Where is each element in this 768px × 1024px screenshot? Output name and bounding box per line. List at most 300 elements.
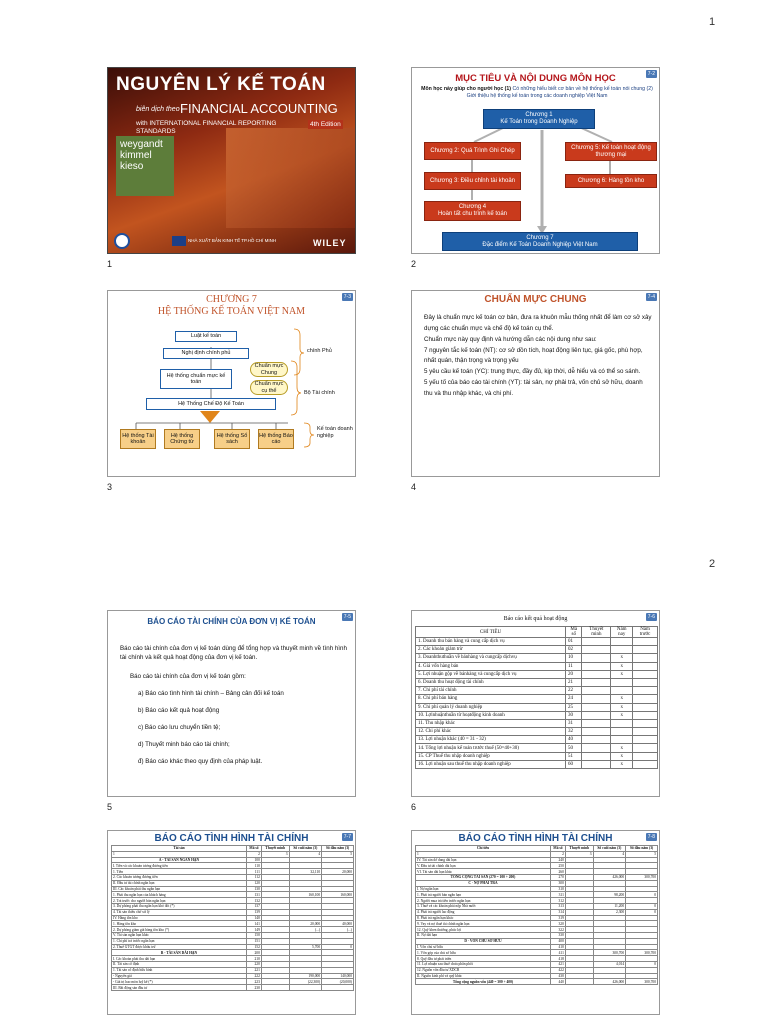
row-value: 320 bbox=[551, 921, 566, 927]
row-label: 1 bbox=[112, 851, 247, 857]
chapter-7-box: Chương 7 Đặc điểm Kế Toán Doanh Nghiệp Việt Nam bbox=[442, 232, 638, 251]
slide-balance-sheet-2 bbox=[411, 830, 660, 1015]
row-value bbox=[289, 985, 322, 991]
row-code: 11 bbox=[566, 662, 582, 670]
standard-text bbox=[424, 313, 652, 400]
slide-badge: 7-8 bbox=[647, 834, 655, 840]
row-value: 430 bbox=[551, 973, 566, 979]
row-value: (20,000) bbox=[322, 979, 354, 985]
row-label: I. Tiền và các khoản tương đương tiền bbox=[112, 863, 247, 869]
header-cell: Năm trước bbox=[633, 627, 658, 638]
row-previous bbox=[633, 646, 658, 654]
chapter-4-box: Chương 4 Hoàn tất chu trình kế toán bbox=[424, 201, 521, 221]
header-cell: Mã số bbox=[247, 846, 262, 852]
table-row bbox=[416, 979, 658, 985]
row-value: 411 bbox=[551, 950, 566, 956]
row-label: TỔNG CỘNG TÀI SẢN (270 = 100 + 200) bbox=[416, 874, 551, 880]
table-row bbox=[416, 719, 658, 727]
row-value: 120 bbox=[247, 880, 262, 886]
row-value: 5,700 bbox=[289, 944, 322, 950]
row-value: 330 bbox=[551, 932, 566, 938]
row-value: 4 bbox=[289, 851, 322, 857]
header-cell: Thuyết minh bbox=[261, 846, 289, 852]
row-label: IV. Tài sản dở dang dài hạn bbox=[416, 857, 551, 863]
row-note bbox=[582, 728, 611, 736]
income-table bbox=[415, 626, 658, 769]
row-value: 260 bbox=[551, 869, 566, 875]
row-previous bbox=[633, 760, 658, 768]
row-value: 98,200 bbox=[593, 892, 626, 898]
row-current bbox=[611, 719, 633, 727]
vouchers-box: Hệ thống Chứng từ bbox=[164, 429, 200, 449]
row-label: 1. Doanh thu bán hàng và cung cấp dịch vụ bbox=[416, 638, 566, 646]
row-value: 152 bbox=[247, 944, 262, 950]
row-value: 270 bbox=[551, 874, 566, 880]
row-value: 4,014 bbox=[593, 961, 626, 967]
row-current: x bbox=[611, 752, 633, 760]
fs-item: đ) Báo cáo khác theo quy định của pháp luật. bbox=[138, 758, 263, 765]
row-previous bbox=[633, 654, 658, 662]
row-note bbox=[582, 736, 611, 744]
row-previous bbox=[633, 670, 658, 678]
row-previous bbox=[633, 687, 658, 695]
row-label: 1. Phải thu ngắn hạn của khách hàng bbox=[112, 892, 247, 898]
balance-table-1 bbox=[111, 845, 354, 991]
row-value: 137 bbox=[247, 903, 262, 909]
row-current: x bbox=[611, 711, 633, 719]
slide-number-6: 6 bbox=[411, 802, 417, 812]
slide-title-2: HỆ THỐNG KẾ TOÁN VIỆT NAM bbox=[157, 306, 306, 317]
row-label: 1. Phải trả người bán ngắn hạn bbox=[416, 892, 551, 898]
row-label: V. Đầu tư tài chính dài hạn bbox=[416, 863, 551, 869]
ledgers-box: Hệ thống Sổ sách bbox=[214, 429, 250, 449]
row-value: 0 bbox=[322, 944, 354, 950]
row-label: 15. CP Thuế thu nhập doanh nghiệp bbox=[416, 752, 566, 760]
header-cell: Mã số bbox=[566, 627, 582, 638]
row-note bbox=[582, 638, 611, 646]
row-code: 20 bbox=[566, 670, 582, 678]
header-cell: Mã số bbox=[551, 846, 566, 852]
book-logo-left bbox=[114, 233, 130, 249]
table-row bbox=[416, 752, 658, 760]
row-value: 220 bbox=[247, 961, 262, 967]
header-cell: Chỉ tiêu bbox=[416, 846, 551, 852]
row-label: 12. Chi phí khác bbox=[416, 728, 566, 736]
row-value: 2,300 bbox=[593, 909, 626, 915]
row-note bbox=[582, 711, 611, 719]
row-code: 32 bbox=[566, 728, 582, 736]
row-current: x bbox=[611, 654, 633, 662]
table-row bbox=[416, 638, 658, 646]
row-label: 2. Trả trước cho người bán ngắn hạn bbox=[112, 898, 247, 904]
row-value: 426,000 bbox=[593, 979, 626, 985]
row-label: 9. Vay và nợ thuê tài chính ngắn hạn bbox=[416, 921, 551, 927]
row-current: x bbox=[611, 662, 633, 670]
row-label: II. Nợ dài hạn bbox=[416, 932, 551, 938]
row-value: 151 bbox=[247, 938, 262, 944]
row-note bbox=[582, 670, 611, 678]
row-label: 9. Chi phí quản lý doanh nghiệp bbox=[416, 703, 566, 711]
chapter-5-box: Chương 5: Kế toán hoạt động thương mại bbox=[565, 142, 657, 161]
book-fa: FINANCIAL ACCOUNTING bbox=[180, 101, 338, 116]
row-value: 0 bbox=[626, 961, 658, 967]
slide-title: MỤC TIÊU VÀ NỘI DUNG MÔN HỌC bbox=[455, 73, 616, 84]
row-code: 24 bbox=[566, 695, 582, 703]
header-cell: Tài sản bbox=[112, 846, 247, 852]
row-note bbox=[582, 752, 611, 760]
row-label: B - TÀI SẢN DÀI HẠN bbox=[112, 950, 247, 956]
row-previous bbox=[633, 711, 658, 719]
row-code: 10 bbox=[566, 654, 582, 662]
slide-book-cover bbox=[107, 67, 356, 254]
table-row bbox=[416, 711, 658, 719]
page-number-1: 1 bbox=[709, 16, 716, 28]
row-label: 4. Tài sản thiếu chờ xử lý bbox=[112, 909, 247, 915]
slide-badge: 7-4 bbox=[647, 294, 655, 300]
row-label: Tổng cộng nguồn vốn (440 = 300 + 400) bbox=[416, 979, 551, 985]
row-label: 16. Lợi nhuận sau thuế thu nhập doanh nghiệp bbox=[416, 760, 566, 768]
book-translated: biên dịch theo bbox=[136, 106, 180, 113]
slide-title: BÁO CÁO TÌNH HÌNH TÀI CHÍNH bbox=[458, 833, 613, 844]
standard-paragraph: 5 yêu cầu kế toán (YC): trung thực, đầy đủ, kịp thời, dễ hiểu và có thể so sánh. bbox=[424, 368, 641, 376]
table-row bbox=[416, 670, 658, 678]
slide-number-3: 3 bbox=[107, 482, 113, 492]
row-value: 300 bbox=[551, 880, 566, 886]
row-value: 3 bbox=[261, 851, 289, 857]
slide-vn-system bbox=[107, 290, 356, 477]
row-label: 1. Vốn góp của chủ sở hữu bbox=[416, 950, 551, 956]
balance-table-2 bbox=[415, 845, 658, 985]
book-wiley: WILEY bbox=[313, 238, 347, 248]
fs-intro: Báo cáo tài chính của đơn vị kế toán dùng để tổng hợp và thuyết minh về tình hình tài chính và kết quả hoạt động của đơn vị kế toán. bbox=[120, 645, 347, 662]
fs-item: a) Báo cáo tình hình tài chính – Bảng cân đối kế toán bbox=[138, 690, 284, 697]
row-label: V. Tài sản ngắn hạn khác bbox=[112, 932, 247, 938]
slide-badge: 7-5 bbox=[343, 614, 351, 620]
row-previous bbox=[633, 662, 658, 670]
table-row bbox=[416, 678, 658, 686]
book-title: NGUYÊN LÝ KẾ TOÁN bbox=[116, 74, 326, 95]
fs-item: c) Báo cáo lưu chuyển tiền tệ; bbox=[138, 724, 221, 731]
row-code: 21 bbox=[566, 678, 582, 686]
row-label: I. Các khoản phải thu dài hạn bbox=[112, 956, 247, 962]
slide-number-1: 1 bbox=[107, 259, 113, 269]
row-value: 139 bbox=[247, 909, 262, 915]
row-label: 10. Lợinhuậnthuần từ hoạtđộng kinh doanh bbox=[416, 711, 566, 719]
row-value: 2 bbox=[247, 851, 262, 857]
row-label: 5. Lợi nhuận gộp về bánhàng và cungcấp dịch vụ bbox=[416, 670, 566, 678]
standard-paragraph: 7 nguyên tắc kế toán (NT): cơ sở dồn tích, hoạt động liên tục, giá gốc, phù hợp, nhất quán, thận trọng và trọng yếu bbox=[424, 346, 643, 365]
row-value bbox=[322, 985, 354, 991]
row-previous bbox=[633, 752, 658, 760]
row-label: 4. Giá vốn hàng bán bbox=[416, 662, 566, 670]
std-general-box: Chuẩn mực Chung bbox=[250, 362, 288, 377]
row-code: 31 bbox=[566, 719, 582, 727]
book-publisher: NHÀ XUẤT BẢN KINH TẾ TP.HỒ CHÍ MINH bbox=[188, 238, 277, 243]
row-current bbox=[611, 687, 633, 695]
mof-label: Bộ Tài chính bbox=[304, 390, 335, 396]
row-value: 111 bbox=[247, 869, 262, 875]
header-cell: Số đầu năm (3) bbox=[626, 846, 658, 852]
row-label: 11. Thu nhập khác bbox=[416, 719, 566, 727]
slide-number-5: 5 bbox=[107, 802, 113, 812]
row-previous bbox=[633, 703, 658, 711]
row-current bbox=[611, 736, 633, 744]
row-value: 300,700 bbox=[626, 950, 658, 956]
standard-paragraph: Chuẩn mực này quy định và hướng dẫn các nội dung như sau: bbox=[424, 335, 597, 343]
row-value: 140,000 bbox=[322, 973, 354, 979]
gov-label: chính Phủ bbox=[307, 348, 332, 354]
row-value: 149 bbox=[247, 927, 262, 933]
row-label: 7. Chi phí tài chính bbox=[416, 687, 566, 695]
row-label: 12. Nguồn vốn đầu tư XDCB bbox=[416, 967, 551, 973]
slide-number-4: 4 bbox=[411, 482, 417, 492]
row-label: 6. Doanh thu hoạt động tài chính bbox=[416, 678, 566, 686]
system-lines bbox=[108, 291, 356, 477]
row-current: x bbox=[611, 695, 633, 703]
decree-box: Nghị định chính phủ bbox=[163, 348, 249, 359]
header-cell: Số cuối năm (3) bbox=[593, 846, 626, 852]
standard-paragraph: 5 yếu tố của báo cáo tài chính (YT): tài sản, nợ phải trả, vốn chủ sở hữu, doanh thu và thu nhập khác, và chi phí. bbox=[424, 379, 643, 397]
slide-general-standard bbox=[411, 290, 660, 477]
intro-text: Có những hiểu biết cơ bản về hệ thống kế toán nói chung (2) Giới thiệu hệ thống kế toán trong các doanh nghiệp Việt Nam bbox=[466, 86, 653, 100]
table-row bbox=[416, 744, 658, 752]
row-value: 230 bbox=[247, 985, 262, 991]
enterprise-label: Kế toán doanh nghiệp bbox=[317, 426, 353, 440]
row-label: 1. Tiền bbox=[112, 869, 247, 875]
row-value: 150 bbox=[247, 932, 262, 938]
row-value: 112 bbox=[247, 874, 262, 880]
row-note bbox=[582, 744, 611, 752]
std-system-box: Hệ thống chuẩn mực kế toán bbox=[160, 369, 232, 389]
header-cell: Số đầu năm (3) bbox=[322, 846, 354, 852]
header-cell: Thuyết minh bbox=[565, 846, 593, 852]
row-value: 141 bbox=[247, 921, 262, 927]
row-value: 310 bbox=[551, 886, 566, 892]
row-value: 132 bbox=[247, 898, 262, 904]
row-note bbox=[582, 654, 611, 662]
slide-badge: 7-7 bbox=[343, 834, 351, 840]
row-code: 50 bbox=[566, 744, 582, 752]
row-previous bbox=[633, 695, 658, 703]
row-code: 25 bbox=[566, 703, 582, 711]
table-row bbox=[112, 985, 354, 991]
row-label: 1. Chi phí trả trước ngắn hạn bbox=[112, 938, 247, 944]
slide-income-statement bbox=[411, 610, 660, 797]
flow-arrows bbox=[412, 68, 660, 254]
table-row bbox=[416, 728, 658, 736]
book-edition: 4th Edition bbox=[310, 121, 341, 128]
row-value: 110 bbox=[247, 863, 262, 869]
row-label: 2. Thuế GTGT được khấu trừ bbox=[112, 944, 247, 950]
row-label: 12. Quỹ khen thưởng, phúc lợi bbox=[416, 927, 551, 933]
slide-financial-statements bbox=[107, 610, 356, 797]
row-label: 8. Chi phí bán hàng bbox=[416, 695, 566, 703]
row-label: II. Nguồn kinh phí và quỹ khác bbox=[416, 973, 551, 979]
book-logo-ueh bbox=[172, 236, 186, 246]
row-value: 20,000 bbox=[322, 869, 354, 875]
row-value: 0 bbox=[626, 903, 658, 909]
fs-item: d) Thuyết minh báo cáo tài chính; bbox=[138, 741, 230, 748]
row-value bbox=[261, 985, 289, 991]
row-value: 313 bbox=[551, 903, 566, 909]
book-author-2: kimmel bbox=[120, 150, 152, 161]
row-current: x bbox=[611, 703, 633, 711]
row-value: 11,200 bbox=[593, 903, 626, 909]
row-code: 51 bbox=[566, 752, 582, 760]
std-specific-box: Chuẩn mực cụ thể bbox=[250, 380, 288, 395]
header-cell: Năm nay bbox=[611, 627, 633, 638]
row-value: (...) bbox=[322, 927, 354, 933]
row-previous bbox=[633, 728, 658, 736]
intro-bold: Môn học này giúp cho người học (1) bbox=[421, 86, 511, 92]
row-label: I. Vốn chủ sở hữu bbox=[416, 944, 551, 950]
row-value: 20,000 bbox=[289, 921, 322, 927]
row-note bbox=[582, 703, 611, 711]
row-value: 140 bbox=[247, 915, 262, 921]
row-current bbox=[611, 728, 633, 736]
row-code: 60 bbox=[566, 760, 582, 768]
row-label: III. Bất động sản đầu tư bbox=[112, 985, 247, 991]
row-note bbox=[582, 760, 611, 768]
accounts-box: Hệ thống Tài khoản bbox=[120, 429, 156, 449]
row-note bbox=[582, 662, 611, 670]
row-value: 319 bbox=[551, 915, 566, 921]
slide-badge: 7-6 bbox=[647, 614, 655, 620]
book-author-1: weygandt bbox=[120, 139, 163, 150]
table-row bbox=[416, 687, 658, 695]
table-row bbox=[416, 654, 658, 662]
row-label: III. Các khoản phải thu ngắn hạn bbox=[112, 886, 247, 892]
row-label: 14. Tổng lợi nhuận kế toán trước thuế (50=40+30) bbox=[416, 744, 566, 752]
row-value: 300,700 bbox=[593, 950, 626, 956]
row-value: 40,000 bbox=[322, 921, 354, 927]
row-label: 2. Các khoản giảm trừ bbox=[416, 646, 566, 654]
row-previous bbox=[633, 719, 658, 727]
row-code: 40 bbox=[566, 736, 582, 744]
slide-title: CHUẨN MỰC CHUNG bbox=[484, 294, 587, 305]
book-author-3: kieso bbox=[120, 161, 144, 172]
slide-title: BÁO CÁO TÌNH HÌNH TÀI CHÍNH bbox=[154, 833, 309, 844]
row-current bbox=[611, 646, 633, 654]
row-note bbox=[582, 695, 611, 703]
row-label: 3. Thuế và các khoản phải nộp Nhà nước bbox=[416, 903, 551, 909]
row-value: 131 bbox=[247, 892, 262, 898]
row-value: 4 bbox=[593, 851, 626, 857]
row-previous bbox=[633, 736, 658, 744]
row-label: 11. Lợi nhuận sau thuế chưa phân phối bbox=[416, 961, 551, 967]
row-label: D - VỐN CHỦ SỞ HỮU bbox=[416, 938, 551, 944]
row-current bbox=[611, 638, 633, 646]
fs-lead: Báo cáo tài chính của đơn vị kế toán gồm: bbox=[130, 673, 246, 680]
regime-box: Hệ Thống Chế Độ Kế Toán bbox=[146, 398, 276, 410]
row-value: 160,000 bbox=[322, 892, 354, 898]
row-value: 130 bbox=[247, 886, 262, 892]
law-box: Luật kế toán bbox=[175, 331, 237, 342]
row-value: 0 bbox=[626, 892, 658, 898]
row-code: 01 bbox=[566, 638, 582, 646]
row-value: (...) bbox=[289, 927, 322, 933]
row-label: 8. Phải trả ngắn hạn khác bbox=[416, 915, 551, 921]
slide-title-1: CHƯƠNG 7 bbox=[206, 294, 257, 305]
slide-badge: 7-3 bbox=[343, 294, 351, 300]
row-value: 221 bbox=[247, 967, 262, 973]
reports-box: Hệ thống Báo cáo bbox=[258, 429, 294, 449]
row-value: 5 bbox=[322, 851, 354, 857]
row-code: 02 bbox=[566, 646, 582, 654]
row-value: (22,300) bbox=[289, 979, 322, 985]
row-note bbox=[582, 678, 611, 686]
header-cell: Thuyết minh bbox=[582, 627, 611, 638]
row-label: - Nguyên giá bbox=[112, 973, 247, 979]
slide-badge: 7-2 bbox=[647, 71, 655, 77]
table-row bbox=[416, 760, 658, 768]
table-row bbox=[416, 646, 658, 654]
row-value: 322 bbox=[551, 927, 566, 933]
chapter-2-box: Chương 2: Quá Trình Ghi Chép bbox=[424, 142, 521, 160]
row-value: 426,000 bbox=[593, 874, 626, 880]
row-value: 100 bbox=[247, 857, 262, 863]
row-value: 210 bbox=[247, 956, 262, 962]
table-header-row bbox=[416, 627, 658, 638]
row-value: 300,700 bbox=[626, 979, 658, 985]
row-value: 160,100 bbox=[289, 892, 322, 898]
row-note bbox=[582, 687, 611, 695]
row-label: A - TÀI SẢN NGẮN HẠN bbox=[112, 857, 247, 863]
row-value: 190,000 bbox=[289, 973, 322, 979]
fs-item: b) Báo cáo kết quả hoạt động bbox=[138, 707, 220, 714]
slide-title: BÁO CÁO TÀI CHÍNH CỦA ĐƠN VỊ KẾ TOÁN bbox=[147, 617, 316, 626]
row-code: 22 bbox=[566, 687, 582, 695]
book-authors-panel bbox=[116, 136, 174, 196]
table-row bbox=[416, 703, 658, 711]
chapter-6-box: Chương 6: Hàng tồn kho bbox=[565, 174, 657, 188]
table-row bbox=[416, 662, 658, 670]
row-label: II. Đầu tư tài chính ngắn hạn bbox=[112, 880, 247, 886]
row-value: 32,110 bbox=[289, 869, 322, 875]
row-value: 440 bbox=[551, 979, 566, 985]
row-previous bbox=[633, 744, 658, 752]
row-label: 13. Lợi nhuận khác (40 = 31 - 32) bbox=[416, 736, 566, 744]
row-note bbox=[582, 719, 611, 727]
row-value: 312 bbox=[551, 898, 566, 904]
table-row bbox=[416, 736, 658, 744]
row-label: - Giá trị hao mòn luỹ kế (*) bbox=[112, 979, 247, 985]
row-label: 4. Phải trả người lao động bbox=[416, 909, 551, 915]
row-note bbox=[582, 646, 611, 654]
book-ifrs: with INTERNATIONAL FINANCIAL REPORTING STANDARDS bbox=[136, 120, 277, 135]
row-value: 314 bbox=[551, 909, 566, 915]
row-value: 311 bbox=[551, 892, 566, 898]
row-current: x bbox=[611, 670, 633, 678]
row-current bbox=[611, 678, 633, 686]
row-current: x bbox=[611, 760, 633, 768]
table-row bbox=[416, 695, 658, 703]
slide-number-2: 2 bbox=[411, 259, 417, 269]
row-label: 3. Dự phòng phải thu ngắn hạn khó đòi (*) bbox=[112, 903, 247, 909]
row-label: 1. Tài sản cố định hữu hình bbox=[112, 967, 247, 973]
row-label: 1. Hàng tồn kho bbox=[112, 921, 247, 927]
row-label: 2. Các khoản tương đương tiền bbox=[112, 874, 247, 880]
row-value: 223 bbox=[247, 979, 262, 985]
row-value: 0 bbox=[626, 909, 658, 915]
row-value: 3 bbox=[565, 851, 593, 857]
row-label: IV. Hàng tồn kho bbox=[112, 915, 247, 921]
row-value bbox=[565, 979, 593, 985]
header-cell: Số cuối năm (3) bbox=[289, 846, 322, 852]
chapter-1-box: Chương 1 Kế Toán trong Doanh Nghiệp bbox=[483, 109, 595, 129]
row-code: 30 bbox=[566, 711, 582, 719]
row-label: VI. Tài sản dài hạn khác bbox=[416, 869, 551, 875]
